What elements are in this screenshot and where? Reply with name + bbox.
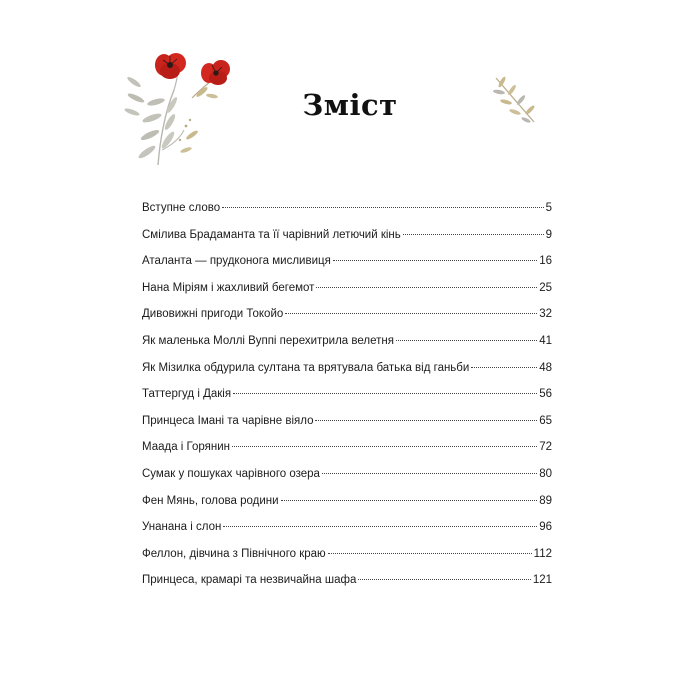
toc-entry-title: Як Мізилка обдурила султана та врятувала батька від ганьби xyxy=(142,361,470,374)
toc-entry-page: 89 xyxy=(539,494,552,507)
toc-leader-dots xyxy=(396,340,537,341)
toc-entry xyxy=(142,282,552,309)
toc-entry-page: 112 xyxy=(533,547,552,560)
toc-entry-title: Принцеса Імані та чарівне віяло xyxy=(142,414,314,427)
toc-leader-dots xyxy=(285,313,537,314)
toc-entry-title: Як маленька Моллі Вуппі перехитрила велетня xyxy=(142,334,394,347)
toc-entry xyxy=(142,362,552,389)
table-of-contents xyxy=(142,202,552,601)
toc-entry-title: Принцеса, крамарі та незвичайна шафа xyxy=(142,574,357,587)
toc-entry-page: 32 xyxy=(539,308,552,321)
toc-entry xyxy=(142,548,552,575)
toc-entry xyxy=(142,441,552,468)
toc-entry-title: Смілива Брадаманта та її чарівний летючий кінь xyxy=(142,228,401,241)
toc-leader-dots xyxy=(322,473,537,474)
toc-entry-page: 72 xyxy=(539,441,552,454)
toc-leader-dots xyxy=(315,420,537,421)
toc-entry xyxy=(142,415,552,442)
toc-leader-dots xyxy=(333,260,537,261)
toc-leader-dots xyxy=(471,367,537,368)
toc-entry-title: Маада і Горянин xyxy=(142,441,231,454)
toc-entry-title: Сумак у пошуках чарівного озера xyxy=(142,467,320,480)
toc-entry-page: 9 xyxy=(545,228,552,241)
toc-entry xyxy=(142,229,552,256)
toc-leader-dots xyxy=(222,207,543,208)
toc-entry xyxy=(142,574,552,601)
toc-entry-page: 96 xyxy=(539,521,552,534)
toc-entry xyxy=(142,308,552,335)
toc-entry-title: Фен Мянь, голова родини xyxy=(142,494,279,507)
toc-entry-title: Унанана і слон xyxy=(142,521,222,534)
toc-entry xyxy=(142,521,552,548)
toc-entry-page: 80 xyxy=(539,467,552,480)
toc-entry-page: 41 xyxy=(539,334,552,347)
toc-leader-dots xyxy=(233,393,537,394)
toc-leader-dots xyxy=(223,526,537,527)
toc-leader-dots xyxy=(232,446,537,447)
toc-entry-page: 16 xyxy=(539,255,552,268)
toc-entry-title: Вступне слово xyxy=(142,202,221,214)
toc-entry-page: 56 xyxy=(539,388,552,401)
toc-entry-title: Нана Міріям і жахливий бегемот xyxy=(142,281,315,294)
toc-entry-page: 5 xyxy=(545,202,552,214)
toc-entry xyxy=(142,255,552,282)
toc-leader-dots xyxy=(403,234,544,235)
toc-entry xyxy=(142,335,552,362)
toc-entry xyxy=(142,495,552,522)
toc-entry-title: Аталанта — прудконога мисливиця xyxy=(142,255,331,268)
toc-entry xyxy=(142,388,552,415)
toc-entry-title: Таттергуд і Дакія xyxy=(142,388,232,401)
toc-leader-dots xyxy=(358,579,530,580)
toc-entry-page: 25 xyxy=(539,281,552,294)
toc-leader-dots xyxy=(316,287,537,288)
toc-entry-page: 48 xyxy=(539,361,552,374)
toc-entry-title: Дивовижні пригоди Токойо xyxy=(142,308,284,321)
toc-leader-dots xyxy=(328,553,532,554)
page-title: Зміст xyxy=(302,88,398,122)
toc-entry-page: 65 xyxy=(539,414,552,427)
toc-entry-title: Феллон, дівчина з Північного краю xyxy=(142,547,326,560)
toc-entry xyxy=(142,202,552,229)
toc-leader-dots xyxy=(281,500,538,501)
toc-entry xyxy=(142,468,552,495)
toc-entry-page: 121 xyxy=(532,574,552,587)
